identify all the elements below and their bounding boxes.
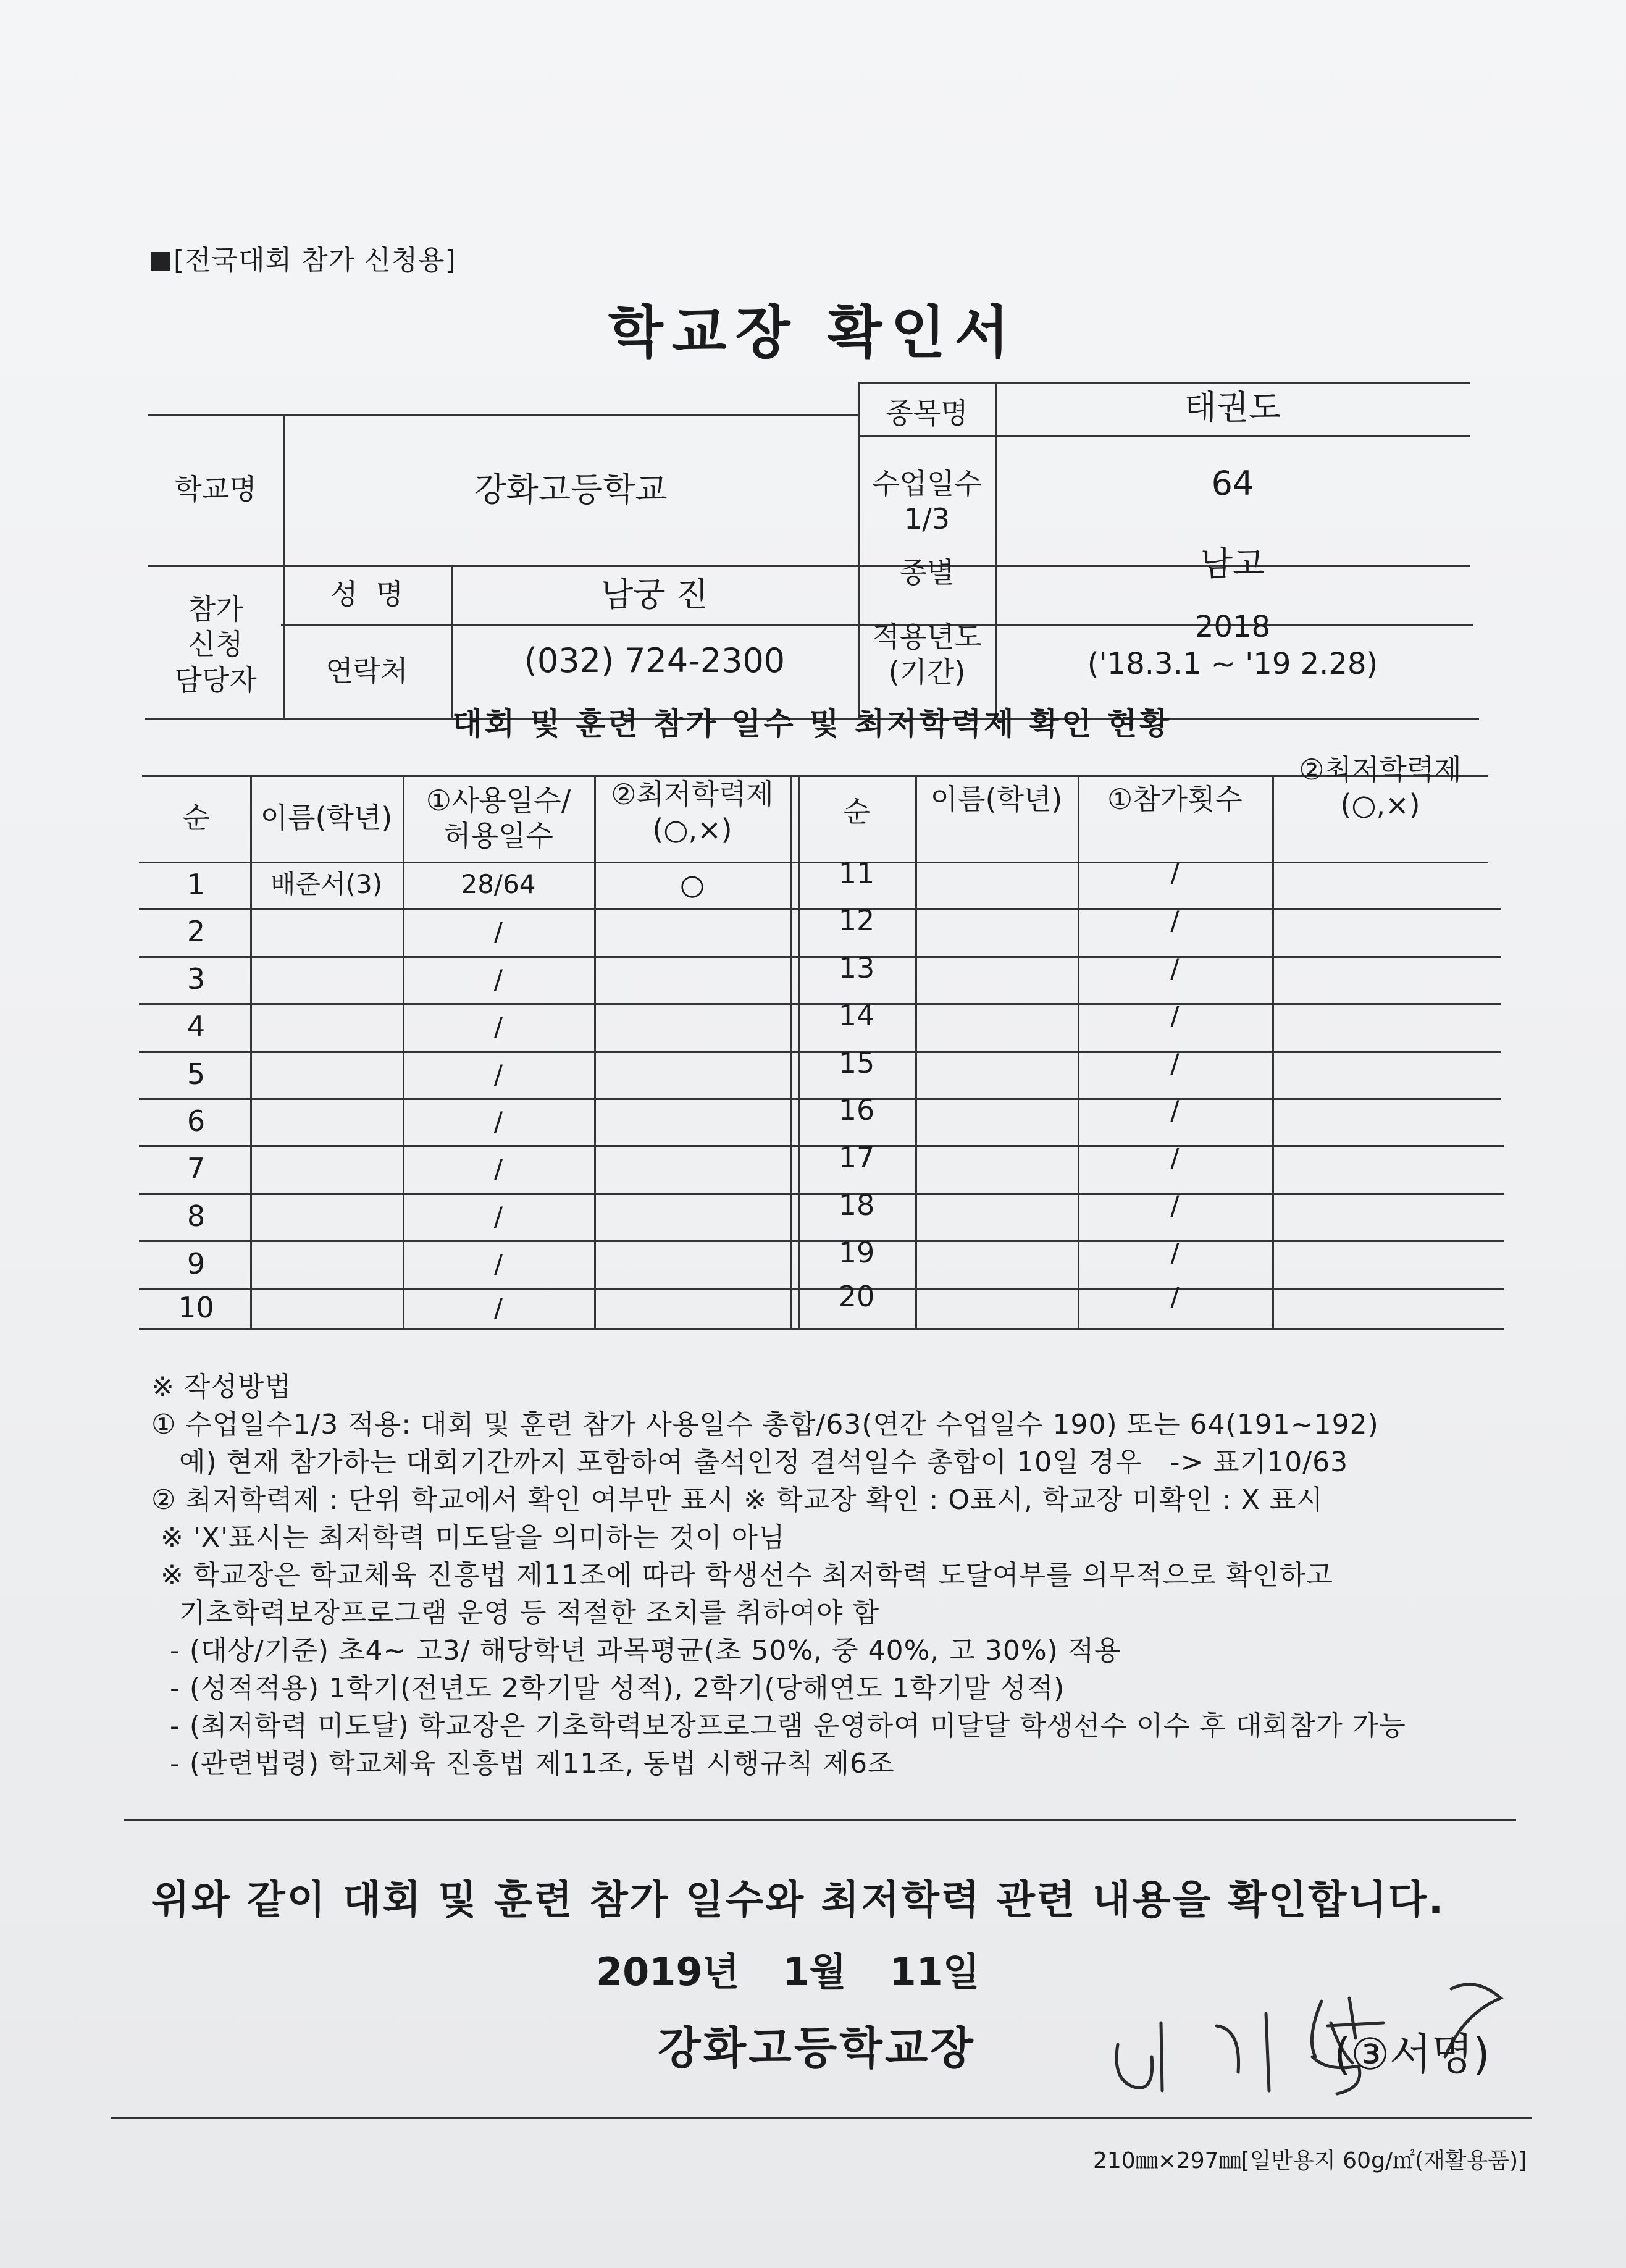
row-number: 12 (838, 904, 875, 938)
year-label-line2: (기간) (888, 655, 966, 689)
square-bullet-icon (151, 252, 170, 271)
header-min-left-line1: ②최저학력제 (611, 777, 774, 811)
row-number: 5 (186, 1057, 206, 1091)
row-number: 8 (186, 1199, 206, 1233)
min-academic-mark (1272, 1040, 1488, 1087)
min-academic-mark (594, 1003, 790, 1051)
used-days: 28/64 (461, 869, 536, 900)
school-value: 강화고등학교 (474, 469, 668, 509)
category-label: 종별 (899, 555, 955, 589)
rule (790, 775, 792, 1328)
header-count-right: ①참가횟수 (1107, 783, 1243, 817)
used-days: / (493, 1059, 503, 1090)
min-academic-mark (1272, 992, 1488, 1040)
student-name (915, 945, 1078, 992)
paper-spec: 210㎜×297㎜[일반용지 60g/㎡(재활용품)] (1093, 2148, 1527, 2174)
used-days: / (493, 1292, 503, 1323)
min-academic-mark (594, 1240, 790, 1288)
student-name (915, 1087, 1078, 1134)
student-name (915, 897, 1078, 945)
min-academic-mark (1272, 945, 1488, 992)
participation-count: / (1170, 1094, 1180, 1125)
used-days: / (493, 916, 503, 947)
min-academic-mark (1272, 1087, 1488, 1134)
header-name-right: 이름(학년) (930, 783, 1063, 817)
student-name (915, 1040, 1078, 1087)
min-academic-mark (1272, 1229, 1488, 1277)
applicant-label-line1: 참가 (188, 592, 243, 626)
header-no-left: 순 (182, 801, 210, 835)
instruction-line: ※ 학교장은 학교체육 진흥법 제11조에 따라 학생선수 최저학력 도달여부를 의무적으로 확인하고 (151, 1560, 1333, 1591)
min-academic-mark (594, 1098, 790, 1145)
form-tag-text: [전국대회 참가 신청용] (174, 245, 456, 276)
student-name (915, 1134, 1078, 1182)
applicant-label-line2: 신청 (188, 628, 243, 662)
days-label-line2: 1/3 (903, 502, 950, 536)
instruction-line: - (관련법령) 학교체육 진흥법 제11조, 동법 시행규칙 제6조 (151, 1748, 895, 1779)
principal-title: 강화고등학교장 (658, 2022, 976, 2074)
student-name (915, 992, 1078, 1040)
participation-count: / (1170, 905, 1180, 936)
row-number: 10 (178, 1291, 214, 1325)
issue-date (596, 1941, 980, 1996)
used-days: / (493, 1106, 503, 1136)
min-academic-mark (1272, 1134, 1488, 1182)
rule (139, 1328, 1504, 1330)
school-label: 학교명 (174, 472, 257, 506)
header-min-right-line1: ②최저학력제 (1299, 752, 1462, 786)
signature-label: (③서명) (1334, 2029, 1490, 2080)
contact-label: 연락처 (325, 653, 408, 687)
year-value (995, 599, 1470, 692)
name-value: 남궁 진 (601, 574, 708, 614)
row-number: 14 (838, 999, 875, 1033)
used-days: / (493, 1011, 503, 1042)
days-label-line1: 수업일수 (872, 466, 982, 500)
header-min-left (594, 769, 790, 855)
student-name (915, 1182, 1078, 1229)
student-name (250, 1288, 403, 1328)
row-number: 9 (186, 1247, 206, 1281)
student-name (250, 1240, 403, 1288)
min-academic-mark (594, 1288, 790, 1328)
student-name: 배준서(3) (270, 869, 383, 900)
instruction-line: - (성적적용) 1학기(전년도 2학기말 성적), 2학기(당해연도 1학기말 성적) (151, 1673, 1065, 1704)
confirmation-statement: 위와 같이 대회 및 훈련 참가 일수와 최저학력 관련 내용을 확인합니다. (151, 1878, 1446, 1923)
days-value: 64 (1211, 463, 1254, 503)
row-number: 6 (186, 1104, 206, 1138)
student-name (250, 1145, 403, 1193)
participation-count: / (1170, 1281, 1180, 1312)
student-name (915, 1229, 1078, 1277)
min-academic-mark: ○ (679, 867, 705, 901)
participation-count: / (1170, 1142, 1180, 1173)
header-used-line2: 허용일수 (443, 819, 553, 852)
row-number: 20 (838, 1280, 875, 1314)
min-academic-mark (594, 1193, 790, 1240)
participation-count: / (1170, 1190, 1180, 1220)
header-name-left: 이름(학년) (260, 801, 393, 835)
instruction-line: ② 최저학력제 : 단위 학교에서 확인 여부만 표시 ※ 학교장 확인 : O표시, 학교장 미확인 : X 표시 (151, 1484, 1323, 1516)
row-number: 3 (186, 962, 206, 996)
category-value: 남고 (1200, 544, 1265, 583)
event-label: 종목명 (886, 397, 968, 430)
rule (124, 1819, 1516, 1821)
row-number: 15 (838, 1046, 875, 1080)
participation-count: / (1170, 858, 1180, 889)
instruction-line: 예) 현재 참가하는 대회기간까지 포함하여 출석인정 결석일수 총합이 10일 경우 -> 표기10/63 (151, 1447, 1349, 1478)
row-number: 4 (186, 1010, 206, 1044)
year-value-line1: 2018 (1194, 610, 1271, 644)
participation-count: / (1170, 1000, 1180, 1031)
used-days: / (493, 1248, 503, 1279)
student-name (250, 1193, 403, 1240)
instruction-line: ① 수업일수1/3 적용: 대회 및 훈련 참가 사용일수 총합/63(연간 수업일수 190) 또는 64(191~192) (151, 1409, 1379, 1440)
header-used-line1: ①사용일수/ (425, 783, 571, 817)
min-academic-mark (1272, 1277, 1488, 1317)
instruction-line: ※ 작성방법 (151, 1371, 291, 1403)
instruction-line: - (최저학력 미도달) 학교장은 기초학력보장프로그램 운영하여 미달달 학생선수 이수 후 대회참가 가능 (151, 1710, 1406, 1742)
row-number: 1 (186, 867, 206, 901)
student-name (915, 850, 1078, 897)
header-used-days (403, 775, 594, 862)
header-min-right-line2: (○,×) (1340, 788, 1420, 821)
date-year: 2019년 (596, 1949, 740, 1994)
header-min-left-line2: (○,×) (652, 813, 732, 846)
min-academic-mark (1272, 897, 1488, 945)
student-name (250, 956, 403, 1003)
header-no-right: 순 (842, 795, 871, 829)
used-days: / (493, 1201, 503, 1232)
participation-count: / (1170, 1237, 1180, 1268)
min-academic-mark (594, 908, 790, 956)
year-label (858, 608, 995, 701)
min-academic-mark (594, 1051, 790, 1098)
used-days: / (493, 964, 503, 994)
used-days: / (493, 1153, 503, 1184)
applicant-label-line3: 담당자 (174, 663, 257, 697)
instruction-line: 기초학력보장프로그램 운영 등 적절한 조치를 취하여야 함 (151, 1597, 879, 1629)
row-number: 18 (838, 1188, 875, 1222)
row-number: 19 (838, 1236, 875, 1270)
row-number: 16 (838, 1093, 875, 1127)
student-name (250, 1051, 403, 1098)
participation-count: / (1170, 1048, 1180, 1078)
row-number: 17 (838, 1141, 875, 1175)
document-title: 학교장 확인서 (608, 300, 1018, 366)
student-name (250, 1098, 403, 1145)
event-value: 태권도 (1184, 388, 1281, 427)
date-month: 1월 (782, 1949, 847, 1994)
participation-count: / (1170, 952, 1180, 983)
min-academic-mark (1272, 1182, 1488, 1229)
year-value-line2: ('18.3.1 ~ '19 2.28) (1087, 647, 1378, 681)
header-min-right (1272, 741, 1488, 834)
row-number: 2 (186, 915, 206, 949)
year-label-line1: 적용년도 (872, 620, 982, 653)
min-academic-mark (594, 1145, 790, 1193)
student-name (915, 1277, 1078, 1317)
section-title: 대회 및 훈련 참가 일수 및 최저학력제 확인 현황 (452, 706, 1172, 742)
min-academic-mark (1272, 850, 1488, 897)
name-label: 성 명 (330, 577, 404, 611)
row-number: 11 (838, 856, 875, 890)
form-tag (151, 238, 456, 277)
instruction-line: - (대상/기준) 초4~ 고3/ 해당학년 과목평균(초 50%, 중 40%, 고 30%) 적용 (151, 1635, 1121, 1666)
min-academic-mark (594, 956, 790, 1003)
rule (111, 2117, 1532, 2119)
instruction-line: ※ 'X'표시는 최저학력 미도달을 의미하는 것이 아님 (151, 1522, 786, 1553)
row-number: 7 (186, 1152, 206, 1186)
student-name (250, 908, 403, 956)
student-name (250, 1003, 403, 1051)
contact-value: (032) 724-2300 (524, 641, 786, 681)
row-number: 13 (838, 951, 875, 985)
instructions (151, 1368, 1522, 1783)
date-day: 11일 (889, 1949, 980, 1994)
